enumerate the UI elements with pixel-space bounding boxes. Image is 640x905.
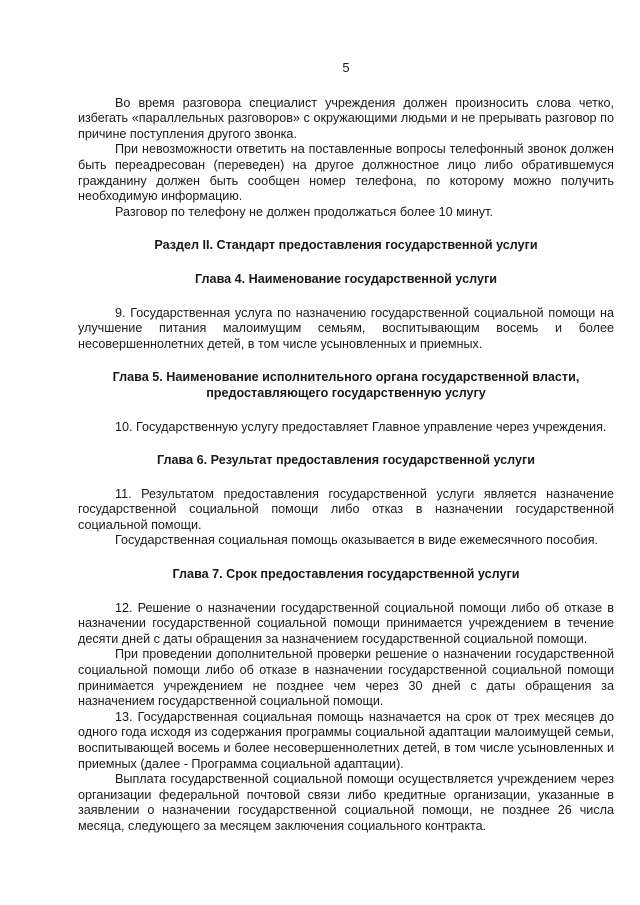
paragraph: 9. Государственная услуга по назначению государственной социальной помощи на улучшение питания малоимущим семьям, воспитывающим восемь и более несовершеннолетних детей, в том числе усыновленных и приемных. xyxy=(78,305,614,351)
paragraph: Разговор по телефону не должен продолжаться более 10 минут. xyxy=(115,204,493,219)
paragraph: 12. Решение о назначении государственной социальной помощи либо об отказе в назначении государственной социальной помощи принимается учреждением в течение десяти дней с даты обращения за назначением государственной социальной помощи. xyxy=(78,600,614,646)
paragraph: Выплата государственной социальной помощи осуществляется учреждением через организации федеральной почтовой связи либо кредитные организации, указанные в заявлении о назначении государственной социальной помощи, не позднее 26 числа месяца, следующего за месяцем заключения социального контракта. xyxy=(78,772,614,833)
spacer xyxy=(78,352,614,370)
paragraph: При невозможности ответить на поставленные вопросы телефонный звонок должен быть переадресован (переведен) на другое должностное лицо либо обратившемуся гражданину должен быть сообщен номер телефона, по которому можно получить необходимую информацию. xyxy=(78,142,614,204)
paragraph: 10. Государственную услугу предоставляет Главное управление через учреждения. xyxy=(115,419,607,434)
spacer xyxy=(78,220,614,238)
paragraph: 11. Результатом предоставления государственной услуги является назначение государственной социальной помощи либо отказ в назначении государственной социальной помощи. xyxy=(78,486,614,532)
chapter-heading: Глава 5. Наименование исполнительного органа государственной власти, предоставляющего государственную услугу xyxy=(112,370,580,400)
spacer xyxy=(78,435,614,453)
chapter-heading: Глава 4. Наименование государственной услуги xyxy=(195,271,497,286)
spacer xyxy=(78,583,614,601)
spacer xyxy=(78,288,614,306)
page-number: 5 xyxy=(342,60,350,75)
paragraph: Государственная социальная помощь оказывается в виде ежемесячного пособия. xyxy=(115,533,599,548)
paragraph: Во время разговора специалист учреждения должен произносить слова четко, избегать «параллельных разговоров» с окружающими людьми и не прерывать разговор по причине поступления другого звонка. xyxy=(78,95,614,141)
paragraph: 13. Государственная социальная помощь назначается на срок от трех месяцев до одного года исходя из содержания программы социальной адаптации малоимущей семьи, воспитывающей восемь и более несовершеннолетних детей, в том числе усыновленных и приемных (далее - Программа социальной адаптации). xyxy=(78,709,614,771)
spacer xyxy=(78,549,614,567)
spacer xyxy=(78,254,614,272)
spacer xyxy=(78,469,614,487)
paragraph: При проведении дополнительной проверки решение о назначении государственной социальной помощи либо об отказе в назначении государственной социальной помощи принимается учреждением не позднее чем через 30 дней с даты обращения за назначением государственной социальной помощи. xyxy=(78,647,614,709)
chapter-heading: Глава 6. Результат предоставления государственной услуги xyxy=(157,453,535,468)
chapter-heading: Глава 7. Срок предоставления государственной услуги xyxy=(172,567,520,582)
section-heading: Раздел II. Стандарт предоставления государственной услуги xyxy=(154,238,538,253)
spacer xyxy=(78,402,614,420)
